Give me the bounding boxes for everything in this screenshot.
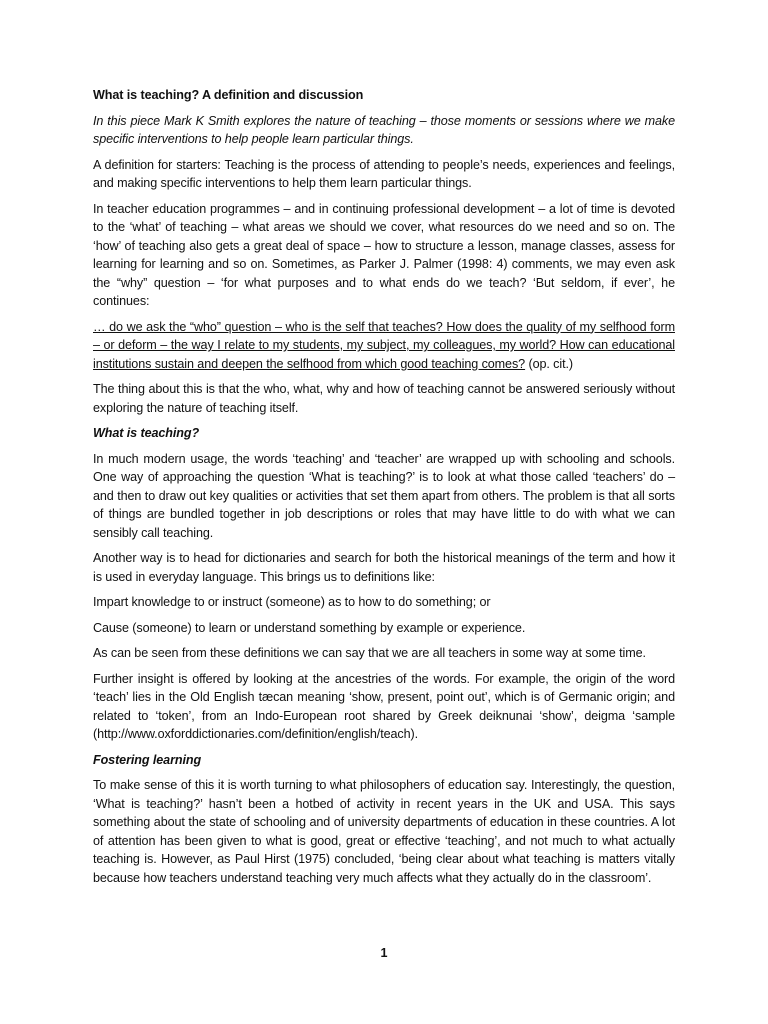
philosophers-paragraph: To make sense of this it is worth turning to what philosophers of education say. Interestingly, the question, ‘What is teaching?’ hasn’t been a hotbed of activity in recent years in the UK and USA. This says something about the state of schooling and of university departments of education in these countries. A lot of attention has been given to what is good, great or effective ‘teaching’, and not much to what actually teaching is. However, as Paul Hirst (1975) concluded, ‘being clear about what teaching is matters vitally because how teachers understand teaching very much affects what they actually do in the classroom’. (93, 778, 675, 885)
intro-paragraph: In this piece Mark K Smith explores the nature of teaching – those moments or sessions where we make specific interventions to help people learn particular things. (93, 113, 675, 146)
quote-citation: (op. cit.) (525, 356, 573, 371)
section-heading-fostering-learning: Fostering learning (93, 752, 202, 767)
definition-paragraph: A definition for starters: Teaching is the process of attending to people’s needs, experiences and feelings, and making specific interventions to help them learn particular things. (93, 157, 675, 190)
ancestries-paragraph: Further insight is offered by looking at the ancestries of the words. For example, the origin of the word ‘teach’ lies in the Old English tæcan meaning ‘show, present, point out’, which is of Germanic origin; and related to ‘token’, from an Indo-European root shared by Greek deiknunai ‘show’, deigma ‘sample (http://www.oxforddictionaries.com/definition/english/teach). (93, 671, 675, 741)
page-number: 1 (380, 946, 388, 960)
section-heading-what-is-teaching: What is teaching? (93, 426, 200, 440)
document-title: What is teaching? A definition and discussion (93, 88, 364, 102)
modern-usage-paragraph: In much modern usage, the words ‘teaching’ and ‘teacher’ are wrapped up with schooling and schools. One way of approaching the question ‘What is teaching?’ is to look at what those called ‘teachers’ do – and then to draw out key qualities or activities that set them apart from others. The problem is that all sorts of things are bundled together in job descriptions or roles that may have little to do with what we can sensibly call teaching. (93, 451, 675, 540)
palmer-quote-text: … do we ask the “who” question – who is the self that teaches? How does the quality of my selfhood form – or deform – the way I relate to my students, my subject, my colleagues, my world? How can educational institutions sustain and deepen the selfhood from which good teaching comes? (93, 319, 675, 371)
definition-cause: Cause (someone) to learn or understand something by example or experience. (93, 620, 526, 635)
palmer-quote-paragraph (93, 318, 675, 374)
document-body (93, 86, 675, 894)
who-what-why-paragraph: The thing about this is that the who, what, why and how of teaching cannot be answered seriously without exploring the nature of teaching itself. (93, 382, 675, 415)
definition-impart: Impart knowledge to or instruct (someone) as to how to do something; or (93, 595, 491, 609)
teacher-education-paragraph: In teacher education programmes – and in continuing professional development – a lot of time is devoted to the ‘what’ of teaching – what areas we should we cover, what resources do we need and so on. The ‘how’ of teaching also gets a great deal of space – how to structure a lesson, manage classes, assess for learning for learning and so on. Sometimes, as Parker J. Palmer (1998: 4) comments, we may even ask the “why” question – ‘for what purposes and to what ends do we teach? ‘But seldom, if ever’, he continues: (93, 201, 675, 308)
dictionaries-paragraph: Another way is to head for dictionaries and search for both the historical meanings of the term and how it is used in everyday language. This brings us to definitions like: (93, 551, 675, 584)
all-teachers-paragraph: As can be seen from these definitions we can say that we are all teachers in some way at some time. (93, 646, 646, 660)
